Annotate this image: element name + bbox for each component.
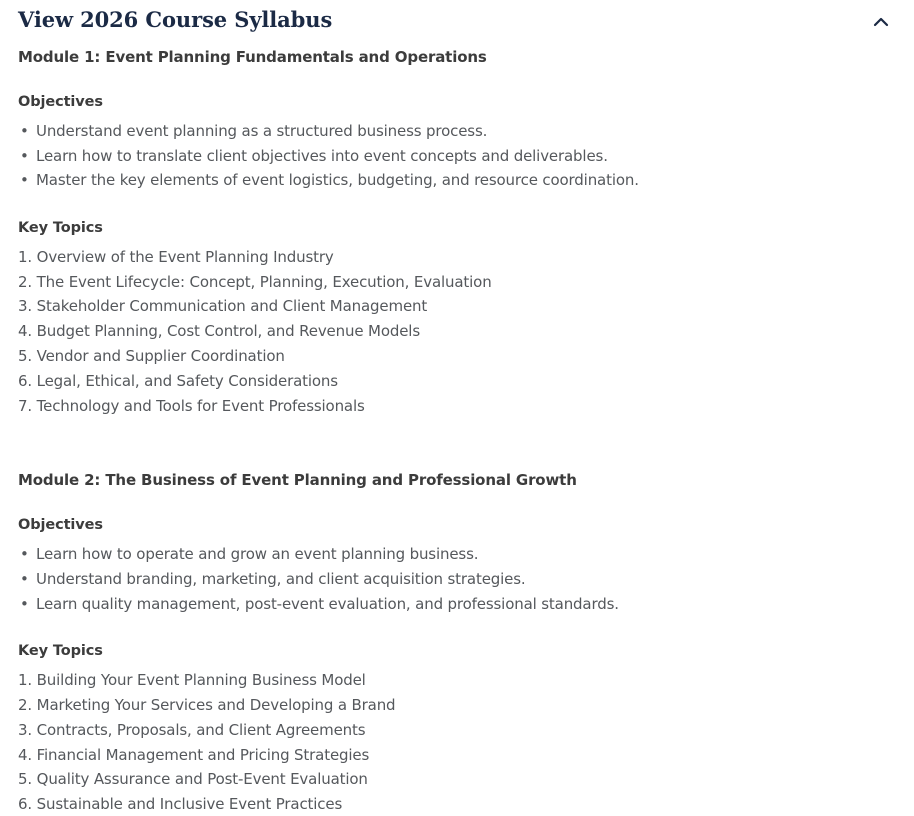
module-section	[18, 47, 896, 418]
topic-text: Budget Planning, Cost Control, and Revenue Models	[36, 322, 420, 341]
list-item	[18, 693, 896, 718]
syllabus-content	[0, 47, 914, 816]
list-item	[18, 294, 896, 319]
list-item	[18, 718, 896, 743]
bullet-icon: •	[20, 594, 29, 613]
objective-text: Learn how to translate client objectives into event concepts and deliverables.	[36, 146, 608, 165]
objectives-heading: Objectives	[18, 94, 103, 110]
bullet-icon: •	[20, 545, 29, 564]
topic-text: Sustainable and Inclusive Event Practices	[36, 795, 343, 814]
list-item	[18, 168, 896, 193]
topic-number	[18, 746, 37, 764]
topic-number	[18, 671, 37, 689]
topic-number	[18, 248, 37, 266]
key-topics-list	[18, 245, 896, 419]
key-topics-heading: Key Topics	[18, 219, 103, 236]
bullet-icon: •	[20, 146, 29, 165]
topic-number	[18, 322, 37, 340]
objectives-list	[18, 119, 896, 193]
list-item	[18, 369, 896, 394]
module-heading: Module 1: Event Planning Fundamentals and Operations	[18, 48, 487, 66]
topic-text: Overview of the Event Planning Industry	[36, 247, 334, 266]
topic-text: Building Your Event Planning Business Model	[36, 671, 366, 690]
list-item	[18, 567, 896, 592]
module-heading: Module 2: The Business of Event Planning and Professional Growth	[18, 471, 577, 490]
topic-number	[18, 721, 37, 739]
topic-text: Contracts, Proposals, and Client Agreements	[36, 720, 366, 739]
bullet-icon: •	[20, 122, 29, 140]
bullet-icon: •	[20, 171, 29, 190]
list-item	[18, 344, 896, 369]
objective-text: Learn quality management, post-event evaluation, and professional standards.	[36, 594, 619, 613]
list-item	[18, 592, 896, 617]
list-item	[18, 767, 896, 792]
topic-text: Financial Management and Pricing Strategies	[36, 745, 370, 764]
topic-number	[18, 795, 37, 813]
objective-text: Master the key elements of event logistics, budgeting, and resource coordination.	[36, 171, 639, 190]
topic-number	[18, 397, 37, 415]
page-title: View 2026 Course Syllabus	[18, 7, 333, 32]
list-item	[18, 668, 896, 693]
module-section	[18, 470, 896, 816]
chevron-up-icon	[871, 12, 891, 32]
objective-text: Understand branding, marketing, and client acquisition strategies.	[36, 569, 526, 588]
topic-number	[18, 297, 37, 315]
topic-text: Marketing Your Services and Developing a Brand	[36, 695, 396, 714]
list-item	[18, 743, 896, 768]
list-item	[18, 792, 896, 816]
list-item	[18, 144, 896, 169]
objectives-list	[18, 542, 896, 616]
objectives-heading: Objectives	[18, 517, 103, 534]
topic-number	[18, 696, 37, 714]
list-item	[18, 270, 896, 295]
key-topics-list	[18, 668, 896, 816]
topic-text: Technology and Tools for Event Professionals	[36, 396, 365, 415]
list-item	[18, 319, 896, 344]
bullet-icon: •	[20, 569, 29, 588]
topic-number	[18, 273, 37, 291]
topic-text: Legal, Ethical, and Safety Considerations	[36, 371, 338, 390]
topic-text: The Event Lifecycle: Concept, Planning, Execution, Evaluation	[36, 272, 492, 291]
key-topics-heading: Key Topics	[18, 643, 103, 660]
objective-text: Understand event planning as a structured business process.	[36, 122, 488, 140]
topic-text: Quality Assurance and Post-Event Evaluation	[36, 770, 368, 789]
list-item	[18, 542, 896, 567]
topic-text: Vendor and Supplier Coordination	[36, 346, 285, 365]
topic-number	[18, 372, 37, 390]
list-item	[18, 245, 896, 270]
syllabus-accordion-header[interactable]	[0, 0, 914, 33]
objective-text: Learn how to operate and grow an event planning business.	[36, 545, 479, 564]
list-item	[18, 394, 896, 419]
topic-number	[18, 347, 37, 365]
topic-text: Stakeholder Communication and Client Management	[36, 297, 428, 316]
accordion-toggle-button[interactable]	[870, 11, 892, 33]
list-item	[18, 119, 896, 144]
topic-number	[18, 770, 37, 788]
